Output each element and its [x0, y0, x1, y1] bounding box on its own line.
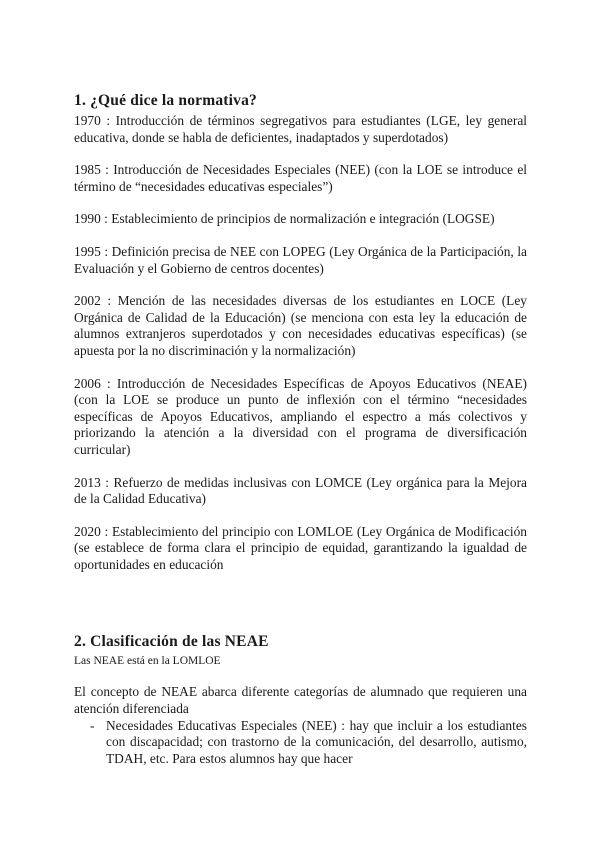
section-2-intro: El concepto de NEAE abarca diferente categorías de alumnado que requieren una atención diferenciada	[74, 684, 527, 717]
paragraph-2002: 2002 : Mención de las necesidades diversas de los estudiantes en LOCE (Ley Orgánica de Calidad de la Educación) (se menciona con esta ley la educación de alumnos extranjeros superdotados y con necesidades educativas específicas) (se apuesta por la no discriminación y la normalización)	[74, 293, 527, 358]
paragraph-2006: 2006 : Introducción de Necesidades Específicas de Apoyos Educativos (NEAE) (con la LOE se produce un punto de inflexión con el término “necesidades específicas de Apoyos Educativos, ampliando el espectro a más colectivos y priorizando la atención a la diversidad con el programa de diversificación curricular)	[74, 375, 527, 457]
section-2-note: Las NEAE está en la LOMLOE	[74, 655, 221, 668]
paragraph-1985: 1985 : Introducción de Necesidades Especiales (NEE) (con la LOE se introduce el término de “necesidades educativas especiales”)	[74, 162, 527, 194]
list-item-text: Necesidades Educativas Especiales (NEE) : hay que incluir a los estudiantes con discapacidad; con trastorno de la comunicación, del desarrollo, autismo, TDAH, etc. Para estos alumnos hay que hacer	[106, 717, 527, 766]
section-2-heading: 2. Clasificación de las NEAE	[74, 633, 269, 651]
list-item	[74, 718, 527, 768]
section-1-heading: 1. ¿Qué dice la normativa?	[74, 92, 258, 109]
document-page	[74, 92, 527, 767]
paragraph-2020: 2020 : Establecimiento del principio con LOMLOE (Ley Orgánica de Modificación (se establece de forma clara el principio de equidad, garantizando la igualdad de oportunidades en educación	[74, 523, 527, 572]
dash-bullet: -	[90, 717, 95, 733]
paragraph-1990: 1990 : Establecimiento de principios de normalización e integración (LOGSE)	[74, 211, 495, 227]
neae-category-list	[74, 718, 527, 768]
paragraph-1970: 1970 : Introducción de términos segregativos para estudiantes (LGE, ley general educativa, donde se habla de deficientes, inadaptados y superdotados)	[74, 113, 527, 145]
paragraph-1995: 1995 : Definición precisa de NEE con LOPEG (Ley Orgánica de la Participación, la Evaluación y el Gobierno de centros docentes)	[74, 243, 527, 276]
paragraph-2013: 2013 : Refuerzo de medidas inclusivas con LOMCE (Ley orgánica para la Mejora de la Calidad Educativa)	[74, 474, 527, 507]
